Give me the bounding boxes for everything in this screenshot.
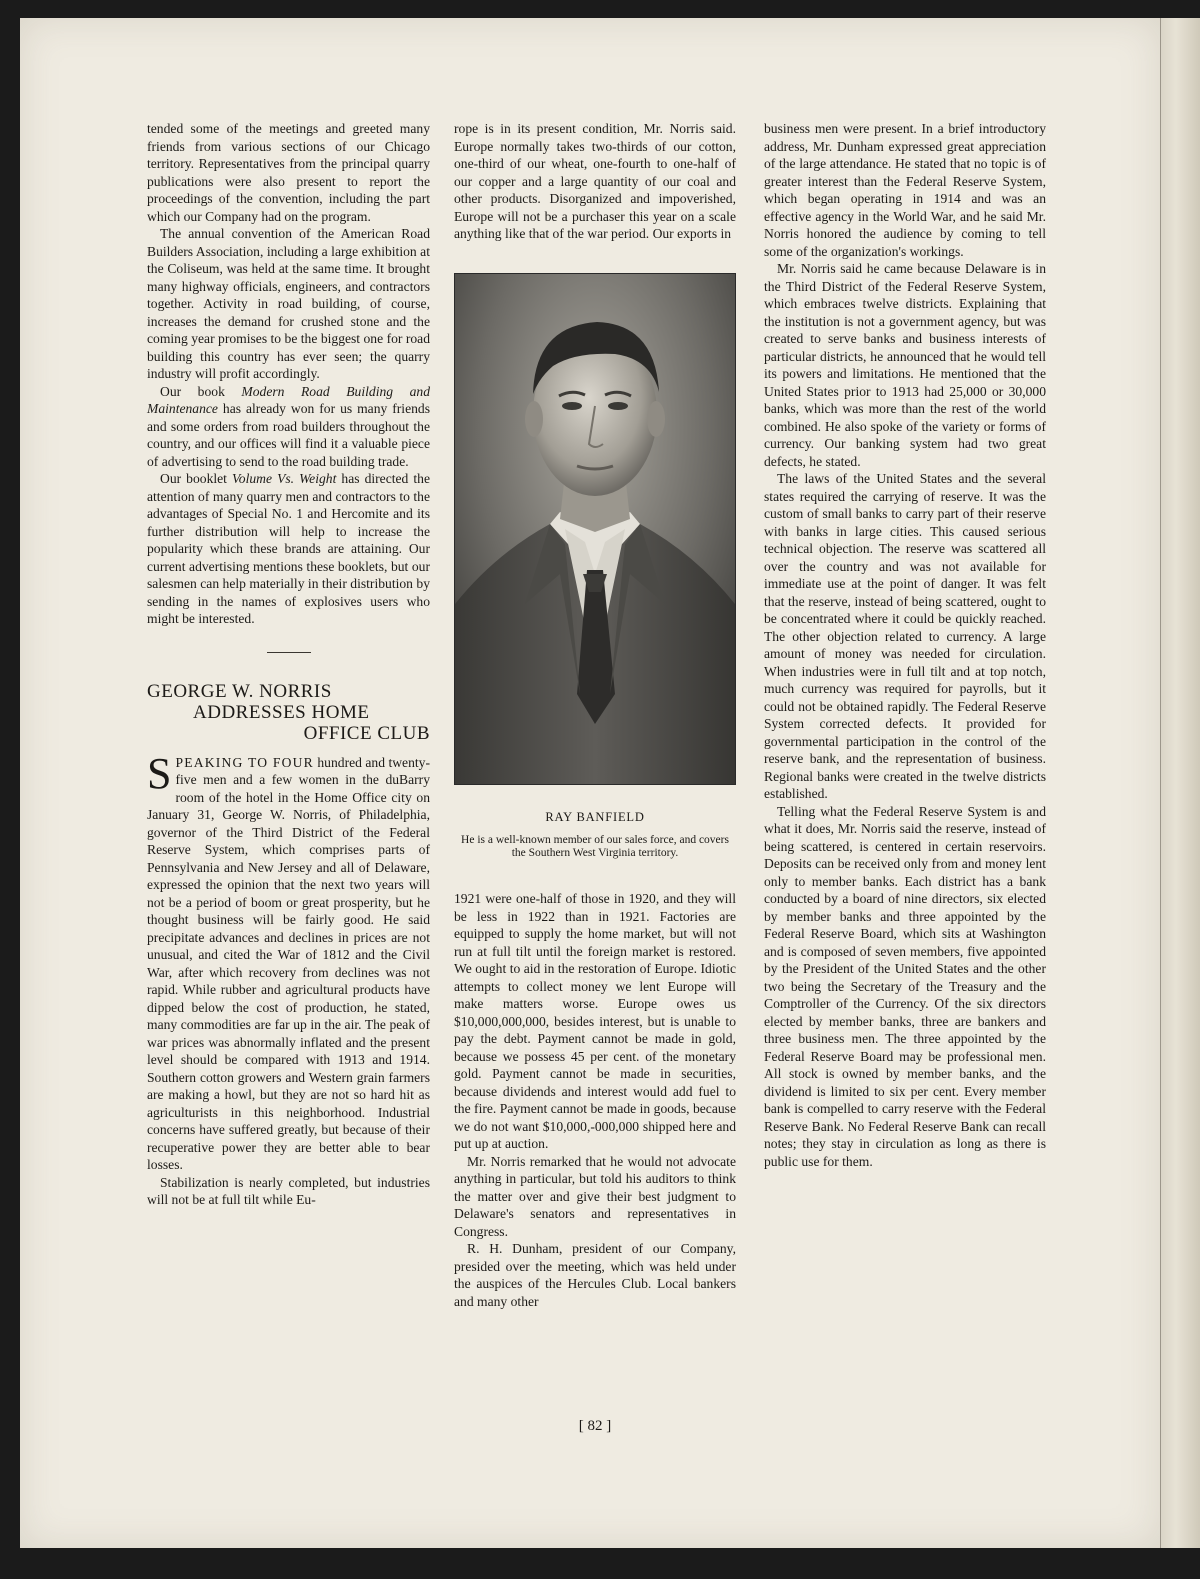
booklet-title: Volume Vs. Weight [232, 471, 337, 486]
paragraph: Stabilization is nearly completed, but industries will not be at full tilt while Eu- [147, 1174, 430, 1207]
page-number: [ 82 ] [578, 1418, 612, 1434]
paragraph: tended some of the meetings and greeted many friends from various sections of our Chicago territory. Representatives from the principal quarry publications were also present to report the proceedings of the convention, including the part which our Company had on the program. [147, 121, 430, 224]
paragraph: The annual convention of the American Road Builders Association, including a large exhibition at the Coliseum, was held at the same time. It brought many highway officials, engineers, and contractors together. Activity in road building, of course, increases the demand for crushed stone and the coming year promises to be the biggest one for road building this country has ever seen; the quarry industry will profit accordingly. [147, 226, 430, 381]
paragraph-book: Our book Modern Road Building and Maintenance has already won for us many friends and some orders from road builders throughout the country, and our offices will find it a valuable piece of advertising to send to the road building trade. [147, 383, 430, 469]
paragraph: 1921 were one-half of those in 1920, and they will be less in 1922 than in 1921. Factories are equipped to supply the home market, but will not run at full tilt until the foreign market is restored. We ought to aid in the restoration of Europe. Idiotic attempts to collect money we lent Europe will make matters worse. Europe owes us $10,000,000,000, besides interest, but is unable to pay the debt. Payment cannot be made in gold, because we possess 45 per cent. of the monetary gold. Payment cannot be made in securities, because dividends and interest would add fuel to the fire. Payment cannot be made in goods, because we do not want $10,000,-000,000 shipped here and put up at auction. [454, 891, 736, 1151]
caption-name: RAY BANFIELD [545, 809, 645, 824]
article-headline [147, 681, 430, 744]
column-1 [147, 120, 430, 1209]
drop-cap: S [147, 748, 172, 798]
paragraph: The laws of the United States and the several states required the carrying of reserve. It was the custom of small banks to carry part of their reserve with banks in large cities. This caused serious technical objection. The reserve was scattered all over the country and was not available for immediate use at the point of danger. It was felt that the reserve, instead of being scattered, ought to be concentrated where it could be quickly reached. The other objection related to currency. A large amount of money was needed for circulation. When industries were in full tilt and at top notch, much currency was required for payrolls, but it could not be obtained rapidly. The Federal Reserve System corrected defects. It provided for governmental participation in the control of the reserve bank, and the representation of business. Regional banks were created in the twelve districts established. [764, 471, 1046, 801]
paragraph: Telling what the Federal Reserve System is and what it does, Mr. Norris said the reserve, instead of being scattered, is centered in certain reservoirs. Deposits can be received only from and money lent only to member banks. Each district has a bank conducted by a board of nine directors, six elected by member banks and three appointed by the Federal Reserve Board, which sits at Washington and is composed of seven members, five appointed by the President of the United States and the other two being the Secretary of the Treasury and the Comptroller of the Currency. Of the six directors elected by member banks, three are bankers and three business men. The three appointed by the Federal Reserve Board may be professional men. All stock is owned by member banks, and the dividend is limited to six per cent. Every member bank is compelled to carry reserve with the Federal Reserve Bank. No Federal Reserve Bank can recall notes; they stay in circulation as long as there is public use for them. [764, 803, 1046, 1169]
paragraph-booklet: Our booklet Volume Vs. Weight has directed the attention of many quarry men and contractors to the advantages of Special No. 1 and Hercomite and its further distribution will help to increase the popularity which these brands are attaining. Our current advertising mentions these booklets, but our salesmen can help materially in their distribution by sending in the names of explosives users who might be interested. [147, 471, 431, 626]
lead-paragraph: SPEAKING TO FOUR hundred and twenty-five men and a few women in the duBarry room of the hotel in the Home Office city on January 31, George W. Norris, of Philadelphia, governor of the Third District of the Federal Reserve System, which comprises parts of Pennsylvania and New Jersey and all of Delaware, expressed the opinion that the next two years will not be a period of boom or great prosperity, but he thought business will be fairly good. He said precipitate advances and declines in prices are not unusual, and cited the War of 1812 and the Civil War, after which recovery from declines was not rapid. While rubber and agricultural products have dipped below the cost of production, he stated, many commodities are far up in the air. The peak of war prices was abnormally inflated and the present level should be compared with 1913 and 1914. Southern cotton growers and Western grain farmers are making a howl, but they are not so hard hit as agriculturists in this neighborhood. Industrial concerns have suffered greatly, but because of their recuperative power they are better able to bear losses. [147, 748, 430, 1172]
paragraph: rope is in its present condition, Mr. Norris said. Europe normally takes two-thirds of our cotton, one-third of our wheat, one-fourth to one-half of our copper and a large quantity of our coal and other products. Disorganized and impoverished, Europe will not be a purchaser this year on a scale anything like that of the war period. Our exports in [454, 121, 736, 241]
headline-line-2: ADDRESSES HOME [193, 701, 370, 723]
book-title: Modern Road Building and Maintenance [147, 383, 430, 416]
caption-text: He is a well-known member of our sales force, and covers the Southern West Virginia territory. [461, 834, 729, 859]
paragraph: Mr. Norris remarked that he would not advocate anything in particular, but told his auditors to think the matter over and give their best judgment to Delaware's senators and representatives in Congress. [454, 1153, 736, 1239]
next-page-edge [1160, 18, 1200, 1548]
portrait-photo [454, 273, 736, 785]
paragraph: business men were present. In a brief introductory address, Mr. Dunham expressed great appreciation of the large attendance. He stated that no topic is of greater interest than the Federal Reserve System, which began operating in 1914 and was an effective agency in the World War, and he said Mr. Norris honored the audience by coming to tell some of the organization's workings. [764, 121, 1046, 259]
paragraph: Mr. Norris said he came because Delaware is in the Third District of the Federal Reserve System, which embraces twelve districts. Explaining that the institution is not a government agency, but was created to serve banks and business interests of particular districts, he announced that he would tell its powers and limitations. He mentioned that the United States prior to 1913 had 25,000 or 30,000 banks, which was more than the rest of the world combined. He also spoke of the variety or forms of currency. Our banking system had two great defects, he stated. [764, 261, 1046, 469]
column-3 [764, 120, 1046, 1170]
headline-line-1: GEORGE W. NORRIS [147, 680, 332, 702]
column-2 [454, 120, 736, 1310]
photo-figure [454, 273, 736, 861]
paragraph: R. H. Dunham, president of our Company, presided over the meeting, which was held under the auspices of the Hercules Club. Local bankers and many other [454, 1241, 736, 1309]
headline-line-3: OFFICE CLUB [303, 722, 430, 744]
section-divider [267, 652, 311, 653]
lead-in: PEAKING TO FOUR [175, 754, 314, 770]
